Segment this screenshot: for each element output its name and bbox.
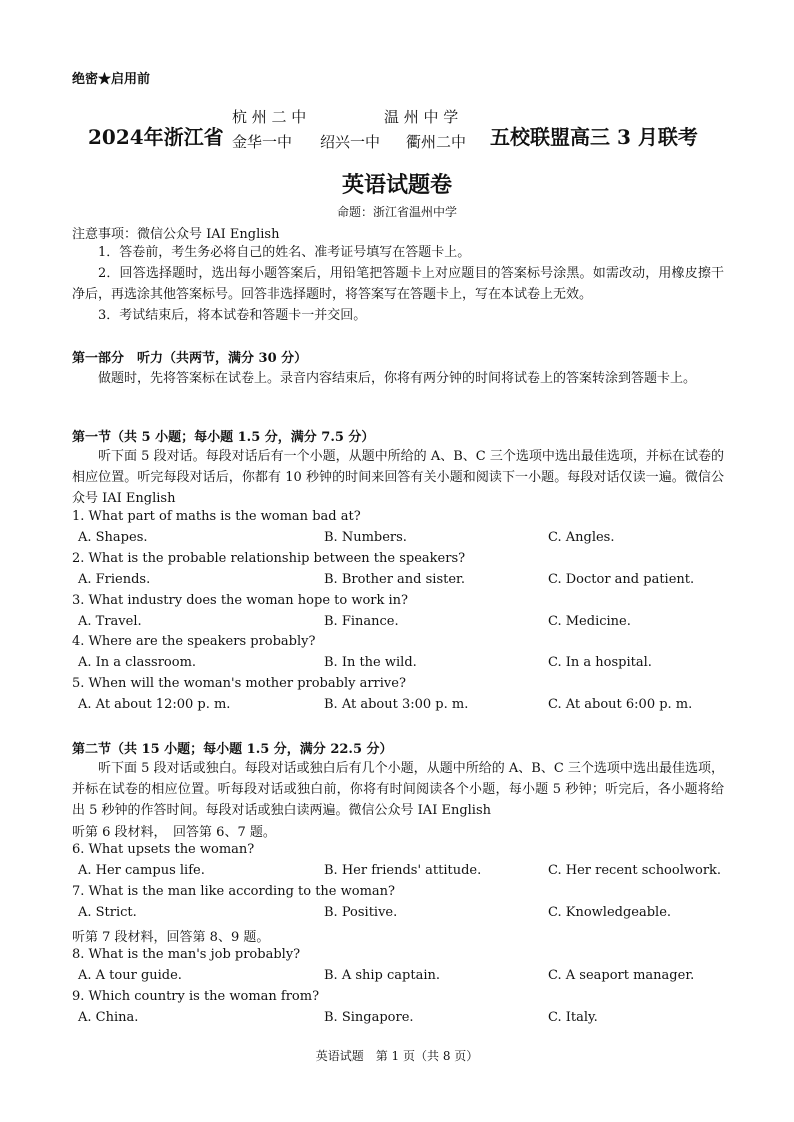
exam-title-suffix: 五校联盟高三 3 月联考 [490, 125, 698, 149]
q2-option-b: B. Brother and sister. [324, 572, 465, 587]
q2-option-a: A. Friends. [78, 572, 151, 587]
question-1: 1. What part of maths is the woman bad at? [72, 509, 361, 524]
question-2: 2. What is the probable relationship between the speakers? [72, 551, 466, 566]
q8-option-c: C. A seaport manager. [548, 968, 695, 983]
q7-option-a: A. Strict. [78, 905, 137, 920]
school-quzhou-2: 衢州二中 [406, 133, 467, 151]
q3-option-b: B. Finance. [324, 614, 399, 629]
section1-title: 第一节（共 5 小题；每小题 1.5 分，满分 7.5 分） [72, 430, 375, 445]
school-shaoxing-1: 绍兴一中 [320, 133, 381, 151]
subject-title: 英语试题卷 [341, 172, 452, 198]
question-8: 8. What is the man's job probably? [72, 947, 301, 962]
q8-option-b: B. A ship captain. [324, 968, 440, 983]
q3-option-c: C. Medicine. [548, 614, 631, 629]
notice-item-1: 1．答卷前，考生务必将自己的姓名、准考证号填写在答题卡上。 [98, 245, 471, 260]
question-4: 4. Where are the speakers probably? [72, 634, 316, 649]
question-setter: 命题：浙江省温州中学 [336, 205, 457, 219]
material-6-instruction: 听第 6 段材料， 回答第 6、7 题。 [72, 825, 276, 840]
notice-item-2: 2．回答选择题时，选出每小题答案后，用铅笔把答题卡上对应题目的答案标号涂黑。如需改动，用橡皮擦干净后，再选涂其他答案标号。回答非选择题时，将答案写在答题卡上，写在本试卷上无效。 [72, 266, 724, 302]
school-wenzhou: 温 州 中 学 [384, 108, 459, 126]
notice-title: 注意事项：微信公众号 IAI English [72, 227, 280, 242]
q6-option-b: B. Her friends' attitude. [324, 863, 482, 878]
q3-option-a: A. Travel. [78, 614, 142, 629]
q9-option-b: B. Singapore. [324, 1010, 414, 1025]
part1-intro: 做题时，先将答案标在试卷上。录音内容结束后，你将有两分钟的时间将试卷上的答案转涂到答题卡上。 [98, 371, 697, 386]
section2-title: 第二节（共 15 小题；每小题 1.5 分，满分 22.5 分） [72, 742, 393, 757]
q1-option-b: B. Numbers. [324, 530, 407, 545]
q7-option-c: C. Knowledgeable. [548, 905, 672, 920]
question-6: 6. What upsets the woman? [72, 842, 255, 857]
q9-option-c: C. Italy. [548, 1010, 598, 1025]
q1-option-c: C. Angles. [548, 530, 615, 545]
q1-option-a: A. Shapes. [78, 530, 148, 545]
q4-option-c: C. In a hospital. [548, 655, 652, 670]
question-7: 7. What is the man like according to the woman? [72, 884, 396, 899]
q4-option-b: B. In the wild. [324, 655, 417, 670]
section1-intro: 听下面 5 段对话。每段对话后有一个小题，从题中所给的 A、B、C 三个选项中选出最佳选项，并标在试卷的相应位置。听完每段对话后，你都有 10 秒钟的时间来回答有关小题和阅读下一小题。每段对话仅读一遍。微信公众号 IAI English [72, 449, 724, 506]
q5-option-a: A. At about 12:00 p. m. [78, 697, 231, 712]
question-5: 5. When will the woman's mother probably arrive? [72, 676, 406, 691]
material-7-instruction: 听第 7 段材料，回答第 8、9 题。 [72, 930, 270, 945]
section2-intro: 听下面 5 段对话或独白。每段对话或独白后有几个小题，从题中所给的 A、B、C 三个选项中选出最佳选项，并标在试卷的相应位置。听每段对话或独白前，你将有时间阅读各个小题，每小题 5 秒钟；听完后，各小题将给出 5 秒钟的作答时间。每段对话或独白读两遍。微信公众号 IAI English [72, 761, 724, 818]
question-3: 3. What industry does the woman hope to work in? [72, 593, 409, 608]
school-jinhua-1: 金华一中 [232, 133, 293, 151]
q5-option-c: C. At about 6:00 p. m. [548, 697, 693, 712]
page-footer: 英语试题 第 1 页（共 8 页） [315, 1049, 479, 1063]
q6-option-c: C. Her recent schoolwork. [548, 863, 722, 878]
q5-option-b: B. At about 3:00 p. m. [324, 697, 469, 712]
q2-option-c: C. Doctor and patient. [548, 572, 695, 587]
q9-option-a: A. China. [78, 1010, 139, 1025]
q8-option-a: A. A tour guide. [78, 968, 182, 983]
confidential-mark: 绝密★启用前 [72, 72, 151, 87]
q7-option-b: B. Positive. [324, 905, 398, 920]
q4-option-a: A. In a classroom. [78, 655, 197, 670]
question-9: 9. Which country is the woman from? [72, 989, 320, 1004]
part1-title: 第一部分 听力（共两节，满分 30 分） [72, 351, 308, 366]
q6-option-a: A. Her campus life. [78, 863, 205, 878]
school-hangzhou-2: 杭 州 二 中 [232, 108, 307, 126]
notice-item-3: 3．考试结束后，将本试卷和答题卡一并交回。 [98, 308, 367, 323]
exam-title-prefix: 2024年浙江省 [88, 125, 224, 149]
